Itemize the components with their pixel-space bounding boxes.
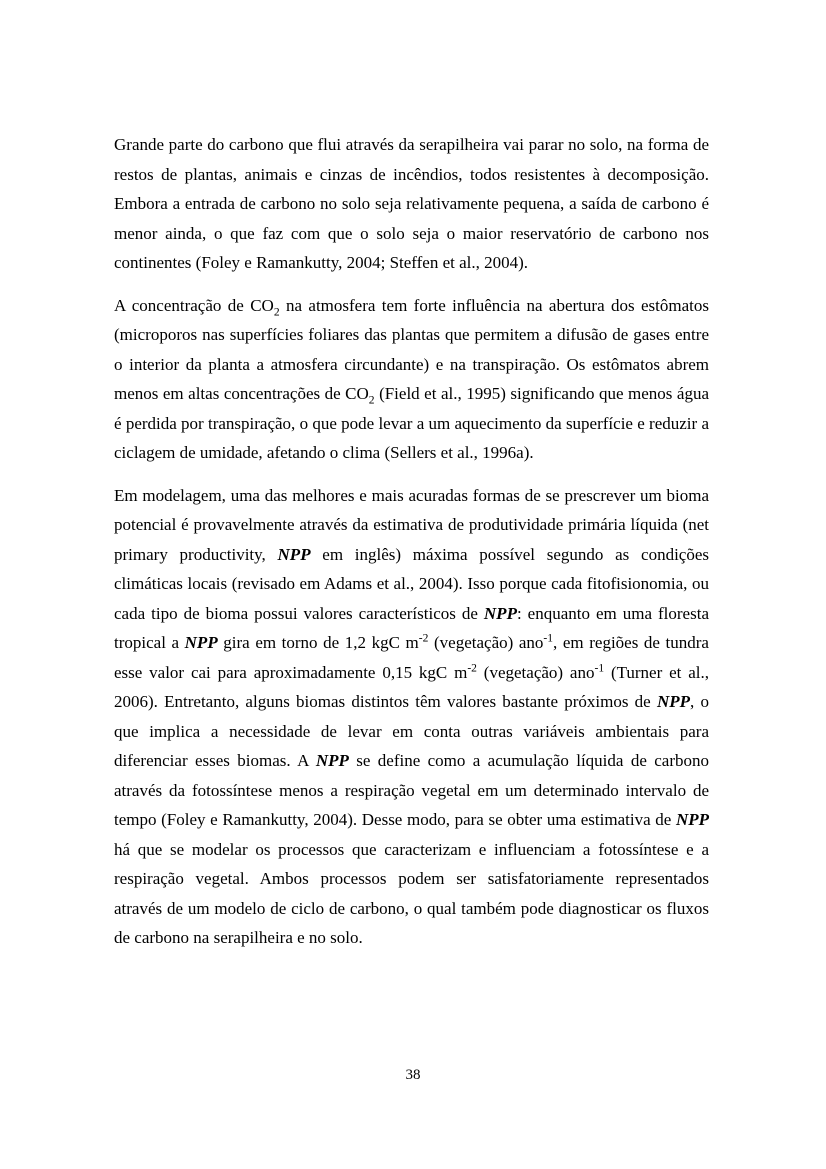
paragraph-soil-carbon: Grande parte do carbono que flui através da serapilheira vai parar no solo, na forma de restos de plantas, animais e cinzas de incêndios, todos resistentes à decomposição. Embora a entrada de carbono no solo seja relativamente pequena, a saída de carbono é menor ainda, o que faz com que o solo seja o maior reservatório de carbono nos continentes (Foley e Ramankutty, 2004; Steffen et al., 2004). xyxy=(114,135,709,272)
paragraph-npp-modeling: Em modelagem, uma das melhores e mais acuradas formas de se prescrever um bioma potencial é provavelmente através da estimativa de produtividade primária líquida (net primary productivity, NPP em inglês) máxima possível segundo as condições climáticas locais (revisado em Adams et al., 2004). Isso porque cada fitofisionomia, ou cada tipo de bioma possui valores característicos de NPP: enquanto em uma floresta tropical a NPP gira em torno de 1,2 kgC $m^{-2}$ (vegetação) ano$^{-1}$, em regiões de tundra esse valor cai para aproximadamente 0,15 kgC $m^{-2}$ (vegetação) ano$^{-1}$ (Turner et al., 2006). Entretanto, alguns biomas distintos têm valores bastante próximos de NPP, o que implica a necessidade de levar em conta outras variáveis ambientais para diferenciar esses biomas. A NPP se define como a acumulação líquida de carbono através da fotossíntese menos a respiração vegetal em um determinado intervalo de tempo (Foley e Ramankutty, 2004). Desse modo, para se obter uma estimativa de NPP há que se modelar os processos que caracterizam e influenciam a fotossíntese e a respiração vegetal. Ambos processos podem ser satisfatoriamente representados através de um modelo de ciclo de carbono, o qual também pode diagnosticar os fluxos de carbono na serapilheira e no solo. xyxy=(114,485,710,947)
body-text xyxy=(114,130,709,966)
paragraph-co2-stomata: A concentração de $CO_2$ na atmosfera tem forte influência na abertura dos estômatos (microporos nas superfícies foliares das plantas que permitem a difusão de gases entre o interior da planta a atmosfera circundante) e na transpiração. Os estômatos abrem menos em altas concentrações de $CO_2$ (Field et al., 1995) significando que menos água é perdida por transpiração, o que pode levar a um aquecimento da superfície e reduzir a ciclagem de umidade, afetando o clima (Sellers et al., 1996a). xyxy=(114,295,709,462)
page-number: 38 xyxy=(405,1067,421,1083)
